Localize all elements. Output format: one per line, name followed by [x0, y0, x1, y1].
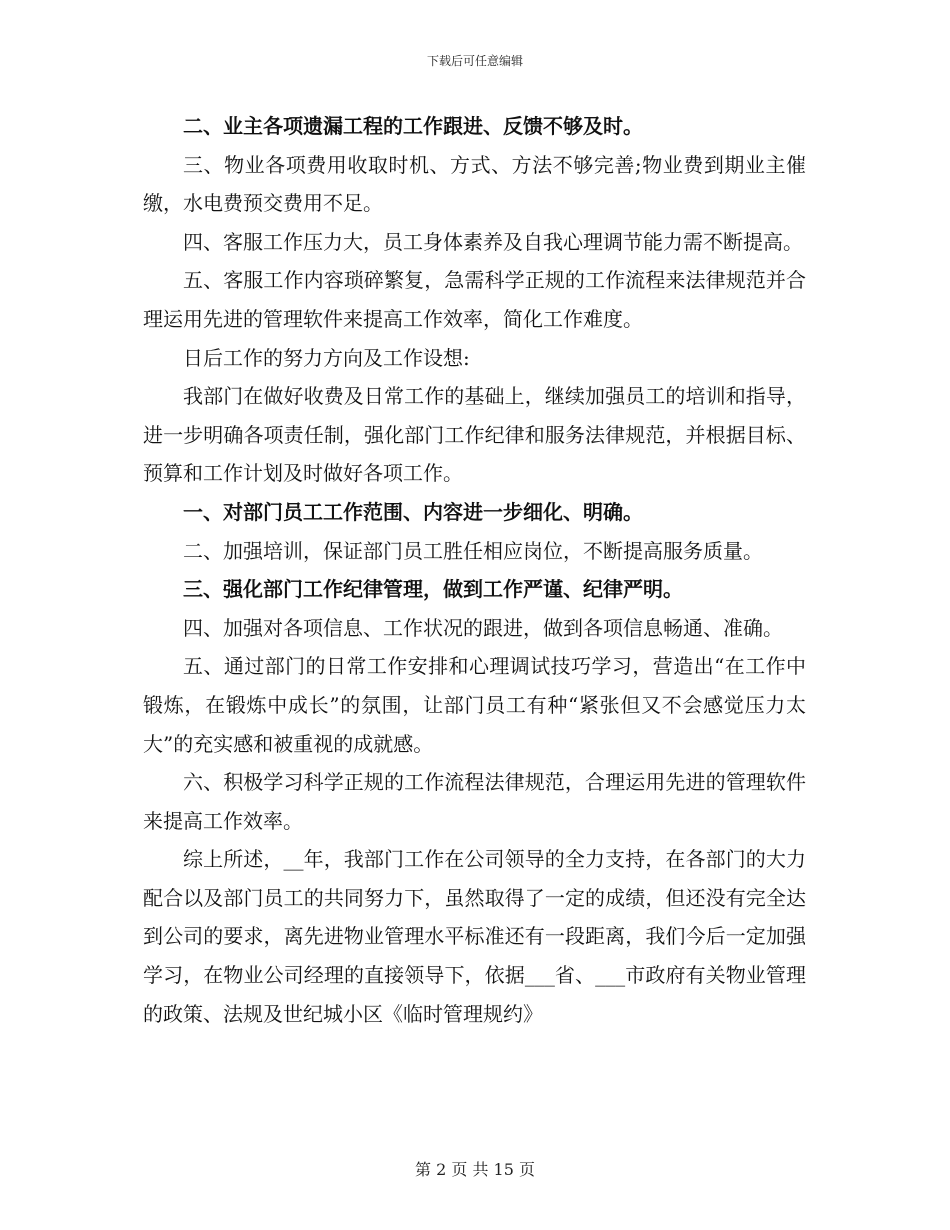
paragraph-2: 三、物业各项费用收取时机、方式、方法不够完善;物业费到期业主催缴，水电费预交费用不足。 — [143, 152, 806, 216]
paragraph-10: 四、加强对各项信息、工作状况的跟进，做到各项信息畅通、准确。 — [183, 615, 783, 640]
paragraph-6: 我部门在做好收费及日常工作的基础上，继续加强员工的培训和指导，进一步明确各项责任制，强化部门工作纪律和服务法律规范，并根据目标、预算和工作计划及时做好各项工作。 — [143, 384, 806, 486]
document-body — [143, 107, 806, 1033]
paragraph-5: 日后工作的努力方向及工作设想: — [183, 345, 470, 370]
paragraph-7: 一、对部门员工工作范围、内容进一步细化、明确。 — [183, 499, 643, 524]
page-header: 下载后可任意编辑 — [426, 54, 523, 68]
paragraph-11: 五、通过部门的日常工作安排和心理调试技巧学习，营造出“在工作中锻炼，在锻炼中成长”的氛围，让部门员工有种“紧张但又不会感觉压力太大”的充实感和被重视的成就感。 — [143, 654, 806, 756]
paragraph-4: 五、客服工作内容琐碎繁复，急需科学正规的工作流程来法律规范并合理运用先进的管理软件来提高工作效率，简化工作难度。 — [143, 268, 806, 331]
paragraph-1: 二、业主各项遗漏工程的工作跟进、反馈不够及时。 — [183, 114, 643, 138]
paragraph-8: 二、加强培训，保证部门员工胜任相应岗位，不断提高服务质量。 — [183, 538, 763, 563]
paragraph-3: 四、客服工作压力大，员工身体素养及自我心理调节能力需不断提高。 — [183, 229, 803, 254]
paragraph-9: 三、强化部门工作纪律管理，做到工作严谨、纪律严明。 — [183, 577, 683, 602]
page-footer: 第 2 页 共 15 页 — [415, 1160, 535, 1179]
paragraph-12: 六、积极学习科学正规的工作流程法律规范，合理运用先进的管理软件来提高工作效率。 — [143, 770, 806, 833]
paragraph-13: 综上所述，__年，我部门工作在公司领导的全力支持，在各部门的大力配合以及部门员工的共同努力下，虽然取得了一定的成绩，但还没有完全达到公司的要求，离先进物业管理水平标准还有一段距离，我们今后一定加强学习，在物业公司经理的直接领导下，依据___省、___市政府有关物业管理的政策、法规及世纪城小区《临时管理规约》 — [143, 847, 806, 1026]
